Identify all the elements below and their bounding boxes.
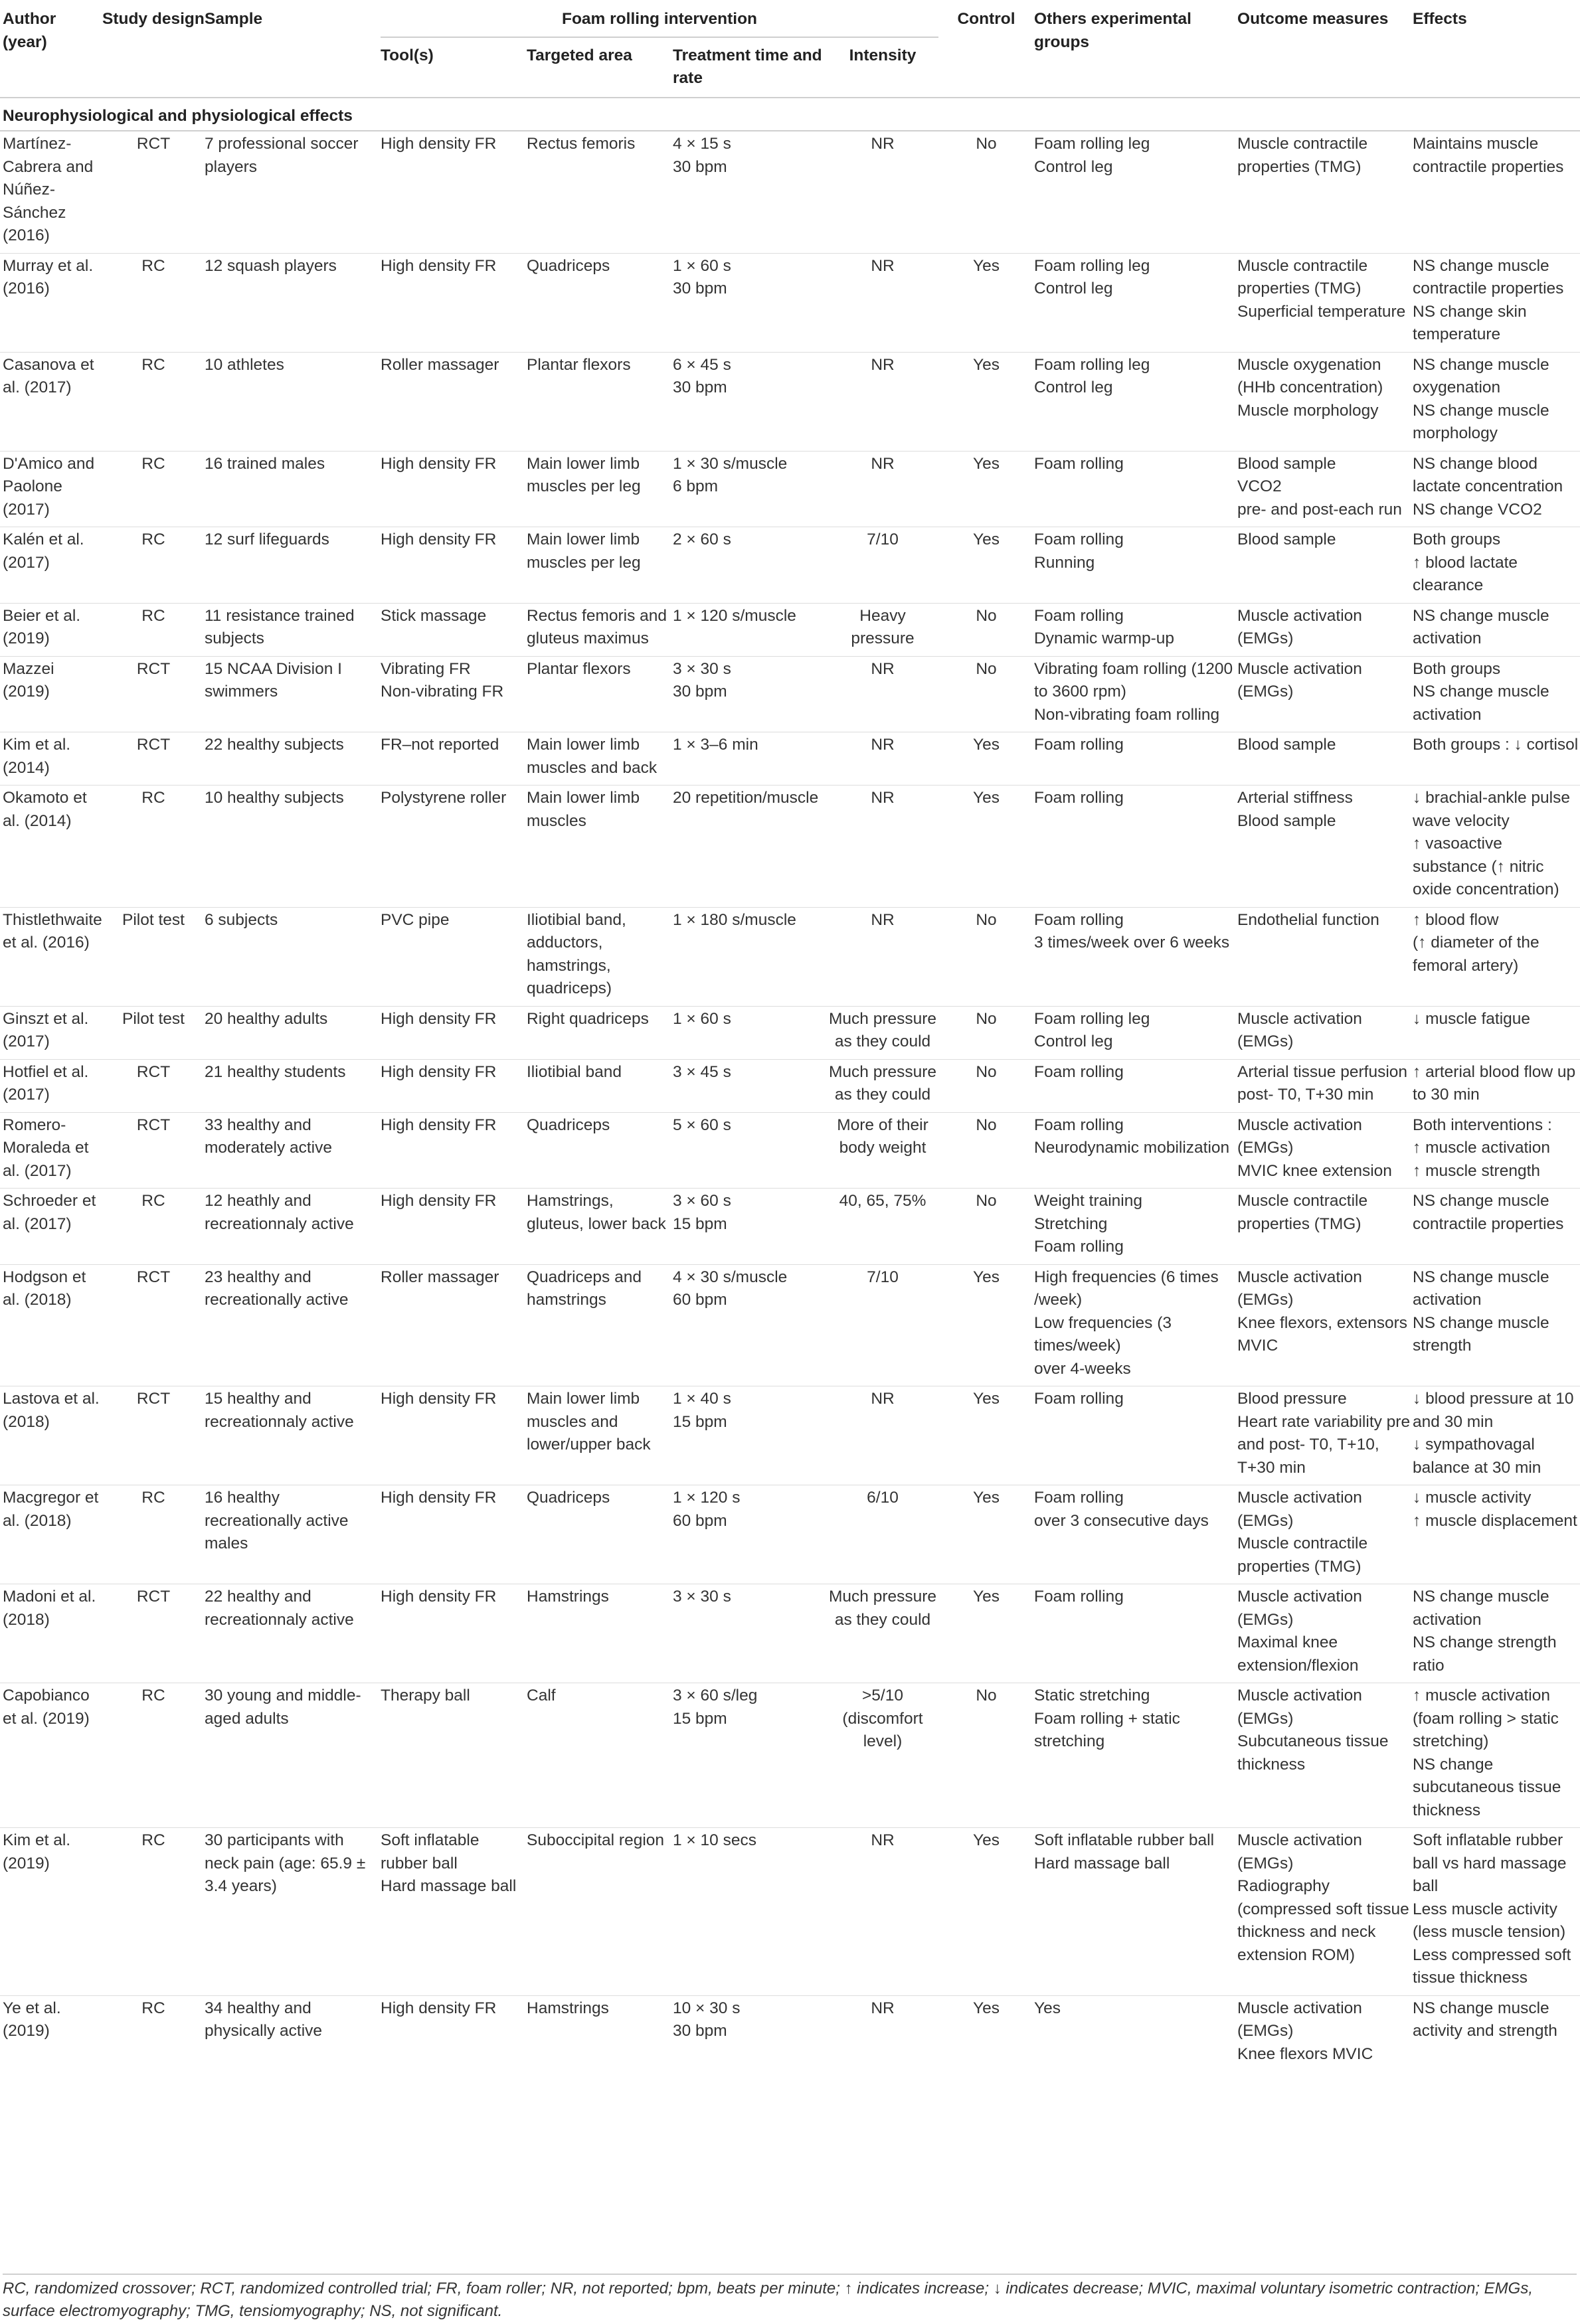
header-control: Control <box>957 10 1015 28</box>
cell-effects: ↓ blood pressure at 10 and 30 min ↓ sympathovagal balance at 30 min <box>1413 1386 1580 1485</box>
cell-other-groups: Foam rolling <box>1034 786 1237 908</box>
cell-tools: High density FR <box>381 1189 527 1265</box>
cell-study-design: RCT <box>102 656 205 732</box>
cell-treatment-time: 10 × 30 s 30 bpm <box>673 1995 827 2071</box>
cell-tools: High density FR <box>381 1059 527 1112</box>
cell-study-design: Pilot test <box>102 1006 205 1059</box>
cell-outcome-measures: Muscle activation (EMGs) Subcutaneous tissue thickness <box>1237 1683 1413 1828</box>
cell-effects: Both groups NS change muscle activation <box>1413 656 1580 732</box>
cell-author: Thistlethwaite et al. (2016) <box>0 907 102 1006</box>
cell-tools: Polystyrene roller <box>381 786 527 908</box>
cell-study-design: RC <box>102 1189 205 1265</box>
cell-other-groups: Vibrating foam rolling (1200 to 3600 rpm) Non-vibrating foam rolling <box>1034 656 1237 732</box>
cell-intensity: NR <box>827 907 938 1006</box>
cell-effects: NS change muscle activation NS change strength ratio <box>1413 1584 1580 1683</box>
cell-treatment-time: 3 × 30 s <box>673 1584 827 1683</box>
cell-intensity: NR <box>827 253 938 352</box>
table-footnote: RC, randomized crossover; RCT, randomized controlled trial; FR, foam roller; NR, not reported; bpm, beats per minute; ↑ indicates increase; ↓ indicates decrease; MVIC, maximal voluntary isometric contraction; EMGs, surface electromyography; TMG, tensiomyography; NS, not significant. <box>3 2274 1577 2323</box>
cell-control: Yes <box>938 253 1034 352</box>
cell-tools: Stick massage <box>381 603 527 656</box>
cell-control: Yes <box>938 1386 1034 1485</box>
cell-other-groups: Foam rolling Running <box>1034 527 1237 604</box>
cell-effects: Both groups : ↓ cortisol <box>1413 732 1580 786</box>
cell-other-groups: Foam rolling <box>1034 451 1237 527</box>
cell-outcome-measures: Endothelial function <box>1237 907 1413 1006</box>
cell-targeted-area: Rectus femoris and gluteus maximus <box>527 603 673 656</box>
cell-effects: Soft inflatable rubber ball vs hard massage ball Less muscle activity (less muscle tension) Less compressed soft tissue thickness <box>1413 1828 1580 1996</box>
cell-effects: Maintains muscle contractile properties <box>1413 131 1580 253</box>
cell-other-groups: Foam rolling leg Control leg <box>1034 131 1237 253</box>
cell-targeted-area: Plantar flexors <box>527 352 673 451</box>
cell-control: No <box>938 656 1034 732</box>
cell-control: No <box>938 603 1034 656</box>
cell-sample: 6 subjects <box>205 907 381 1006</box>
cell-intensity: NR <box>827 1828 938 1996</box>
header-other-groups: Others experimental groups <box>1034 10 1191 51</box>
cell-effects: NS change muscle activity and strength <box>1413 1995 1580 2071</box>
cell-intensity: NR <box>827 131 938 253</box>
cell-author: Murray et al. (2016) <box>0 253 102 352</box>
cell-treatment-time: 20 repetition/muscle <box>673 786 827 908</box>
cell-control: Yes <box>938 527 1034 604</box>
cell-sample: 15 NCAA Division I swimmers <box>205 656 381 732</box>
cell-intensity: NR <box>827 352 938 451</box>
cell-other-groups: Weight training Stretching Foam rolling <box>1034 1189 1237 1265</box>
table-row <box>0 603 1580 656</box>
cell-targeted-area: Right quadriceps <box>527 1006 673 1059</box>
cell-author: Hotfiel et al. (2017) <box>0 1059 102 1112</box>
header-targeted-area: Targeted area <box>527 46 632 64</box>
cell-outcome-measures: Muscle activation (EMGs) MVIC knee extension <box>1237 1112 1413 1189</box>
cell-author: Lastova et al. (2018) <box>0 1386 102 1485</box>
cell-study-design: RCT <box>102 1584 205 1683</box>
cell-targeted-area: Quadriceps and hamstrings <box>527 1264 673 1386</box>
cell-targeted-area: Main lower limb muscles per leg <box>527 451 673 527</box>
cell-author: Kim et al. (2014) <box>0 732 102 786</box>
cell-treatment-time: 3 × 60 s 15 bpm <box>673 1189 827 1265</box>
cell-targeted-area: Hamstrings <box>527 1995 673 2071</box>
cell-targeted-area: Plantar flexors <box>527 656 673 732</box>
cell-sample: 30 participants with neck pain (age: 65.9 ± 3.4 years) <box>205 1828 381 1996</box>
cell-sample: 12 surf lifeguards <box>205 527 381 604</box>
cell-effects: NS change muscle contractile properties <box>1413 1189 1580 1265</box>
table-row <box>0 732 1580 786</box>
cell-sample: 22 healthy subjects <box>205 732 381 786</box>
cell-other-groups: High frequencies (6 times /week) Low frequencies (3 times/week) over 4-weeks <box>1034 1264 1237 1386</box>
cell-other-groups: Foam rolling <box>1034 732 1237 786</box>
cell-treatment-time: 3 × 60 s/leg 15 bpm <box>673 1683 827 1828</box>
cell-tools: High density FR <box>381 451 527 527</box>
cell-targeted-area: Quadriceps <box>527 1112 673 1189</box>
cell-outcome-measures: Muscle contractile properties (TMG) <box>1237 1189 1413 1265</box>
cell-study-design: RCT <box>102 1059 205 1112</box>
table-row <box>0 352 1580 451</box>
cell-control: Yes <box>938 451 1034 527</box>
cell-study-design: RC <box>102 451 205 527</box>
cell-tools: High density FR <box>381 1386 527 1485</box>
table-row <box>0 786 1580 908</box>
cell-other-groups: Foam rolling <box>1034 1059 1237 1112</box>
cell-control: Yes <box>938 786 1034 908</box>
cell-outcome-measures: Muscle activation (EMGs) Maximal knee extension/flexion <box>1237 1584 1413 1683</box>
cell-outcome-measures: Muscle activation (EMGs) <box>1237 1006 1413 1059</box>
cell-intensity: Much pressure as they could <box>827 1059 938 1112</box>
cell-effects: ↓ muscle activity ↑ muscle displacement <box>1413 1485 1580 1584</box>
header-effects: Effects <box>1413 10 1467 28</box>
cell-intensity: NR <box>827 656 938 732</box>
cell-control: No <box>938 1059 1034 1112</box>
cell-outcome-measures: Blood pressure Heart rate variability pre and post- T0, T+10, T+30 min <box>1237 1386 1413 1485</box>
cell-sample: 33 healthy and moderately active <box>205 1112 381 1189</box>
cell-sample: 34 healthy and physically active <box>205 1995 381 2071</box>
cell-study-design: Pilot test <box>102 907 205 1006</box>
cell-outcome-measures: Muscle contractile properties (TMG) <box>1237 131 1413 253</box>
cell-treatment-time: 1 × 120 s 60 bpm <box>673 1485 827 1584</box>
cell-intensity: NR <box>827 732 938 786</box>
cell-author: Okamoto et al. (2014) <box>0 786 102 908</box>
cell-sample: 30 young and middle-aged adults <box>205 1683 381 1828</box>
cell-effects: NS change muscle oxygenation NS change muscle morphology <box>1413 352 1580 451</box>
cell-tools: High density FR <box>381 1112 527 1189</box>
cell-other-groups: Foam rolling leg Control leg <box>1034 1006 1237 1059</box>
cell-tools: Roller massager <box>381 352 527 451</box>
table-row <box>0 1828 1580 1996</box>
cell-effects: NS change muscle activation <box>1413 603 1580 656</box>
cell-treatment-time: 1 × 40 s 15 bpm <box>673 1386 827 1485</box>
header-tools: Tool(s) <box>381 46 434 64</box>
table-row <box>0 527 1580 604</box>
cell-outcome-measures: Blood sample VCO2 pre- and post-each run <box>1237 451 1413 527</box>
cell-intensity: 7/10 <box>827 527 938 604</box>
cell-intensity: >5/10 (discomfort level) <box>827 1683 938 1828</box>
cell-outcome-measures: Blood sample <box>1237 732 1413 786</box>
cell-tools: FR–not reported <box>381 732 527 786</box>
header-treatment-time: Treatment time and rate <box>673 46 822 87</box>
cell-treatment-time: 2 × 60 s <box>673 527 827 604</box>
cell-tools: PVC pipe <box>381 907 527 1006</box>
header-foam-rolling-intervention: Foam rolling intervention <box>381 0 938 37</box>
cell-sample: 11 resistance trained subjects <box>205 603 381 656</box>
cell-treatment-time: 1 × 10 secs <box>673 1828 827 1996</box>
cell-author: Martínez-Cabrera and Núñez-Sánchez (2016) <box>0 131 102 253</box>
table-row <box>0 1386 1580 1485</box>
table-body <box>0 98 1580 2072</box>
cell-sample: 12 heathly and recreationnaly active <box>205 1189 381 1265</box>
cell-tools: High density FR <box>381 1485 527 1584</box>
cell-effects: Both interventions : ↑ muscle activation ↑ muscle strength <box>1413 1112 1580 1189</box>
cell-outcome-measures: Muscle activation (EMGs) Knee flexors, extensors MVIC <box>1237 1264 1413 1386</box>
cell-intensity: 6/10 <box>827 1485 938 1584</box>
cell-author: Romero-Moraleda et al. (2017) <box>0 1112 102 1189</box>
cell-outcome-measures: Muscle activation (EMGs) <box>1237 603 1413 656</box>
cell-other-groups: Foam rolling Neurodynamic mobilization <box>1034 1112 1237 1189</box>
table-row <box>0 1189 1580 1265</box>
cell-author: Ginszt et al. (2017) <box>0 1006 102 1059</box>
cell-tools: Roller massager <box>381 1264 527 1386</box>
cell-sample: 12 squash players <box>205 253 381 352</box>
cell-intensity: 7/10 <box>827 1264 938 1386</box>
cell-outcome-measures: Muscle oxygenation (HHb concentration) Muscle morphology <box>1237 352 1413 451</box>
cell-targeted-area: Main lower limb muscles per leg <box>527 527 673 604</box>
cell-outcome-measures: Muscle activation (EMGs) Muscle contractile properties (TMG) <box>1237 1485 1413 1584</box>
cell-study-design: RCT <box>102 131 205 253</box>
cell-outcome-measures: Blood sample <box>1237 527 1413 604</box>
cell-author: Ye et al. (2019) <box>0 1995 102 2071</box>
table-row <box>0 1059 1580 1112</box>
header-outcome-measures: Outcome measures <box>1237 10 1389 28</box>
cell-intensity: 40, 65, 75% <box>827 1189 938 1265</box>
cell-control: Yes <box>938 1828 1034 1996</box>
cell-other-groups: Foam rolling over 3 consecutive days <box>1034 1485 1237 1584</box>
cell-intensity: NR <box>827 786 938 908</box>
cell-effects: NS change blood lactate concentration NS change VCO2 <box>1413 451 1580 527</box>
cell-treatment-time: 1 × 30 s/muscle 6 bpm <box>673 451 827 527</box>
table-row <box>0 131 1580 253</box>
cell-effects: ↑ arterial blood flow up to 30 min <box>1413 1059 1580 1112</box>
cell-treatment-time: 3 × 45 s <box>673 1059 827 1112</box>
cell-author: D'Amico and Paolone (2017) <box>0 451 102 527</box>
cell-control: Yes <box>938 1485 1034 1584</box>
cell-study-design: RCT <box>102 1112 205 1189</box>
cell-tools: Soft inflatable rubber ball Hard massage ball <box>381 1828 527 1996</box>
cell-author: Capobianco et al. (2019) <box>0 1683 102 1828</box>
cell-sample: 15 healthy and recreationnaly active <box>205 1386 381 1485</box>
cell-control: No <box>938 1112 1034 1189</box>
cell-tools: High density FR <box>381 1995 527 2071</box>
cell-treatment-time: 1 × 60 s <box>673 1006 827 1059</box>
cell-sample: 7 professional soccer players <box>205 131 381 253</box>
cell-study-design: RC <box>102 1485 205 1584</box>
table-row <box>0 1006 1580 1059</box>
cell-control: Yes <box>938 1584 1034 1683</box>
cell-study-design: RC <box>102 1683 205 1828</box>
cell-targeted-area: Quadriceps <box>527 1485 673 1584</box>
cell-other-groups: Foam rolling 3 times/week over 6 weeks <box>1034 907 1237 1006</box>
cell-tools: Vibrating FR Non-vibrating FR <box>381 656 527 732</box>
cell-author: Kim et al. (2019) <box>0 1828 102 1996</box>
cell-other-groups: Soft inflatable rubber ball Hard massage ball <box>1034 1828 1237 1996</box>
cell-study-design: RCT <box>102 1386 205 1485</box>
cell-author: Macgregor et al. (2018) <box>0 1485 102 1584</box>
section-title: Neurophysiological and physiological effects <box>0 98 1580 131</box>
table-row <box>0 656 1580 732</box>
cell-author: Hodgson et al. (2018) <box>0 1264 102 1386</box>
cell-intensity: NR <box>827 1995 938 2071</box>
cell-control: Yes <box>938 1264 1034 1386</box>
cell-tools: High density FR <box>381 253 527 352</box>
table-row <box>0 1683 1580 1828</box>
cell-targeted-area: Iliotibial band, adductors, hamstrings, quadriceps) <box>527 907 673 1006</box>
cell-effects: ↓ muscle fatigue <box>1413 1006 1580 1059</box>
cell-author: Madoni et al. (2018) <box>0 1584 102 1683</box>
cell-outcome-measures: Muscle contractile properties (TMG) Superficial temperature <box>1237 253 1413 352</box>
cell-effects: NS change muscle contractile properties NS change skin temperature <box>1413 253 1580 352</box>
cell-targeted-area: Hamstrings <box>527 1584 673 1683</box>
table-row <box>0 1264 1580 1386</box>
cell-study-design: RC <box>102 352 205 451</box>
cell-control: Yes <box>938 1995 1034 2071</box>
cell-targeted-area: Main lower limb muscles and back <box>527 732 673 786</box>
cell-intensity: Much pressure as they could <box>827 1584 938 1683</box>
cell-tools: High density FR <box>381 527 527 604</box>
cell-sample: 16 healthy recreationally active males <box>205 1485 381 1584</box>
cell-outcome-measures: Muscle activation (EMGs) <box>1237 656 1413 732</box>
cell-targeted-area: Main lower limb muscles and lower/upper back <box>527 1386 673 1485</box>
cell-targeted-area: Quadriceps <box>527 253 673 352</box>
cell-other-groups: Static stretching Foam rolling + static stretching <box>1034 1683 1237 1828</box>
cell-tools: High density FR <box>381 1006 527 1059</box>
cell-control: No <box>938 1189 1034 1265</box>
cell-study-design: RC <box>102 786 205 908</box>
cell-sample: 21 healthy students <box>205 1059 381 1112</box>
cell-other-groups: Foam rolling leg Control leg <box>1034 352 1237 451</box>
cell-other-groups: Foam rolling <box>1034 1386 1237 1485</box>
header-study-design: Study design <box>102 10 205 28</box>
cell-other-groups: Foam rolling leg Control leg <box>1034 253 1237 352</box>
cell-author: Beier et al. (2019) <box>0 603 102 656</box>
cell-sample: 10 athletes <box>205 352 381 451</box>
cell-study-design: RC <box>102 603 205 656</box>
cell-sample: 10 healthy subjects <box>205 786 381 908</box>
cell-tools: Therapy ball <box>381 1683 527 1828</box>
cell-effects: NS change muscle activation NS change muscle strength <box>1413 1264 1580 1386</box>
header-sample: Sample <box>205 10 263 28</box>
header-author: Author (year) <box>3 10 56 51</box>
cell-tools: High density FR <box>381 1584 527 1683</box>
cell-control: No <box>938 1683 1034 1828</box>
table-row <box>0 253 1580 352</box>
cell-intensity: NR <box>827 1386 938 1485</box>
cell-study-design: RCT <box>102 732 205 786</box>
cell-other-groups: Foam rolling Dynamic warmp-up <box>1034 603 1237 656</box>
cell-treatment-time: 4 × 15 s 30 bpm <box>673 131 827 253</box>
cell-outcome-measures: Muscle activation (EMGs) Radiography (compressed soft tissue thickness and neck extension ROM) <box>1237 1828 1413 1996</box>
cell-outcome-measures: Arterial tissue perfusion post- T0, T+30 min <box>1237 1059 1413 1112</box>
cell-treatment-time: 6 × 45 s 30 bpm <box>673 352 827 451</box>
table-row <box>0 1584 1580 1683</box>
cell-treatment-time: 1 × 120 s/muscle <box>673 603 827 656</box>
cell-control: No <box>938 131 1034 253</box>
cell-study-design: RC <box>102 253 205 352</box>
cell-tools: High density FR <box>381 131 527 253</box>
cell-outcome-measures: Arterial stiffness Blood sample <box>1237 786 1413 908</box>
cell-control: Yes <box>938 352 1034 451</box>
cell-sample: 20 healthy adults <box>205 1006 381 1059</box>
cell-treatment-time: 1 × 180 s/muscle <box>673 907 827 1006</box>
cell-other-groups: Foam rolling <box>1034 1584 1237 1683</box>
cell-author: Kalén et al. (2017) <box>0 527 102 604</box>
cell-effects: ↑ blood flow (↑ diameter of the femoral artery) <box>1413 907 1580 1006</box>
cell-control: No <box>938 1006 1034 1059</box>
cell-intensity: More of their body weight <box>827 1112 938 1189</box>
cell-other-groups: Yes <box>1034 1995 1237 2071</box>
cell-study-design: RCT <box>102 1264 205 1386</box>
cell-effects: ↑ muscle activation (foam rolling > static stretching) NS change subcutaneous tissue thickness <box>1413 1683 1580 1828</box>
table-row <box>0 1112 1580 1189</box>
cell-effects: Both groups ↑ blood lactate clearance <box>1413 527 1580 604</box>
cell-treatment-time: 3 × 30 s 30 bpm <box>673 656 827 732</box>
cell-study-design: RC <box>102 1828 205 1996</box>
table-row <box>0 451 1580 527</box>
cell-study-design: RC <box>102 527 205 604</box>
cell-effects: ↓ brachial-ankle pulse wave velocity ↑ vasoactive substance (↑ nitric oxide concentration) <box>1413 786 1580 908</box>
cell-author: Casanova et al. (2017) <box>0 352 102 451</box>
cell-targeted-area: Rectus femoris <box>527 131 673 253</box>
cell-intensity: NR <box>827 451 938 527</box>
cell-intensity: Much pressure as they could <box>827 1006 938 1059</box>
cell-treatment-time: 4 × 30 s/muscle 60 bpm <box>673 1264 827 1386</box>
table-row <box>0 1995 1580 2071</box>
table-row <box>0 907 1580 1006</box>
cell-treatment-time: 5 × 60 s <box>673 1112 827 1189</box>
cell-outcome-measures: Muscle activation (EMGs) Knee flexors MVIC <box>1237 1995 1413 2071</box>
table-row <box>0 1485 1580 1584</box>
cell-sample: 16 trained males <box>205 451 381 527</box>
cell-treatment-time: 1 × 3–6 min <box>673 732 827 786</box>
cell-sample: 22 healthy and recreationnaly active <box>205 1584 381 1683</box>
cell-control: Yes <box>938 732 1034 786</box>
header-intensity: Intensity <box>849 46 917 64</box>
cell-author: Mazzei (2019) <box>0 656 102 732</box>
cell-targeted-area: Iliotibial band <box>527 1059 673 1112</box>
cell-treatment-time: 1 × 60 s 30 bpm <box>673 253 827 352</box>
cell-control: No <box>938 907 1034 1006</box>
cell-sample: 23 healthy and recreationally active <box>205 1264 381 1386</box>
cell-study-design: RC <box>102 1995 205 2071</box>
table-header <box>0 0 1580 98</box>
cell-targeted-area: Suboccipital region <box>527 1828 673 1996</box>
cell-targeted-area: Calf <box>527 1683 673 1828</box>
cell-intensity: Heavy pressure <box>827 603 938 656</box>
cell-targeted-area: Hamstrings, gluteus, lower back <box>527 1189 673 1265</box>
cell-author: Schroeder et al. (2017) <box>0 1189 102 1265</box>
cell-targeted-area: Main lower limb muscles <box>527 786 673 908</box>
